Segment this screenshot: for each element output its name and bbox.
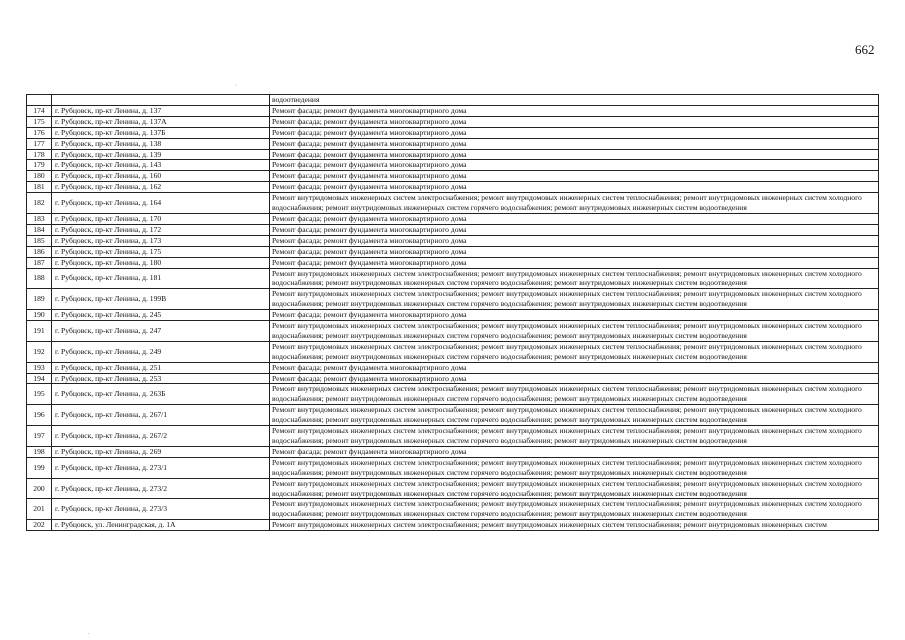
work-types-cell: Ремонт внутридомовых инженерных систем электроснабжения; ремонт внутридомовых инженерных систем теплоснабжения; ремонт внутридомовых инженерных систем холодного водоснабжения; ремонт внутридомовых инженерных систем горячего водоснабжения; ремонт внутридомовых инженерных систем водоотведения [270, 478, 879, 499]
address-cell: г. Рубцовск, пр-кт Ленина, д. 181 [52, 268, 270, 289]
address-cell: г. Рубцовск, пр-кт Ленина, д. 172 [52, 224, 270, 235]
address-cell: г. Рубцовск, ул. Ленинградская, д. 1А [52, 520, 270, 531]
continuation-work-cell: водоотведения [270, 95, 879, 106]
row-number-cell: 189 [27, 289, 52, 310]
row-number-cell: 175 [27, 116, 52, 127]
row-number-cell: 199 [27, 457, 52, 478]
repair-table [26, 94, 879, 531]
table-row [27, 289, 879, 310]
table-row [27, 138, 879, 149]
address-cell: г. Рубцовск, пр-кт Ленина, д. 137А [52, 116, 270, 127]
row-number-cell: 187 [27, 257, 52, 268]
table-row [27, 384, 879, 405]
table-row [27, 499, 879, 520]
table-row [27, 257, 879, 268]
address-cell: г. Рубцовск, пр-кт Ленина, д. 263Б [52, 384, 270, 405]
row-number-cell: 196 [27, 405, 52, 426]
table-row [27, 116, 879, 127]
row-number-cell: 188 [27, 268, 52, 289]
address-cell: г. Рубцовск, пр-кт Ленина, д. 162 [52, 182, 270, 193]
work-types-cell: Ремонт фасада; ремонт фундамента многоквартирного дома [270, 213, 879, 224]
row-number-cell: 190 [27, 310, 52, 321]
work-types-cell: Ремонт внутридомовых инженерных систем электроснабжения; ремонт внутридомовых инженерных систем теплоснабжения; ремонт внутридомовых инженерных систем холодного водоснабжения; ремонт внутридомовых инженерных систем горячего водоснабжения; ремонт внутридомовых инженерных систем водоотведения [270, 384, 879, 405]
row-number-cell: 182 [27, 193, 52, 214]
work-types-cell: Ремонт внутридомовых инженерных систем электроснабжения; ремонт внутридомовых инженерных систем теплоснабжения; ремонт внутридомовых инженерных систем холодного водоснабжения; ремонт внутридомовых инженерных систем горячего водоснабжения; ремонт внутридомовых инженерных систем водоотведения [270, 426, 879, 447]
row-number-cell: 184 [27, 224, 52, 235]
repair-table-container [26, 94, 878, 531]
row-number-cell: 197 [27, 426, 52, 447]
work-types-cell: Ремонт внутридомовых инженерных систем электроснабжения; ремонт внутридомовых инженерных систем теплоснабжения; ремонт внутридомовых инженерных систем [270, 520, 879, 531]
table-row [27, 182, 879, 193]
address-cell: г. Рубцовск, пр-кт Ленина, д. 267/2 [52, 426, 270, 447]
work-types-cell: Ремонт внутридомовых инженерных систем электроснабжения; ремонт внутридомовых инженерных систем теплоснабжения; ремонт внутридомовых инженерных систем холодного водоснабжения; ремонт внутридомовых инженерных систем горячего водоснабжения; ремонт внутридомовых инженерных систем водоотведения [270, 289, 879, 310]
table-row [27, 520, 879, 531]
row-number-cell: 183 [27, 213, 52, 224]
work-types-cell: Ремонт фасада; ремонт фундамента многоквартирного дома [270, 171, 879, 182]
table-row [27, 457, 879, 478]
address-cell: г. Рубцовск, пр-кт Ленина, д. 170 [52, 213, 270, 224]
work-types-cell: Ремонт внутридомовых инженерных систем электроснабжения; ремонт внутридомовых инженерных систем теплоснабжения; ремонт внутридомовых инженерных систем холодного водоснабжения; ремонт внутридомовых инженерных систем горячего водоснабжения; ремонт внутридомовых инженерных систем водоотведения [270, 341, 879, 362]
table-row [27, 268, 879, 289]
work-types-cell: Ремонт внутридомовых инженерных систем электроснабжения; ремонт внутридомовых инженерных систем теплоснабжения; ремонт внутридомовых инженерных систем холодного водоснабжения; ремонт внутридомовых инженерных систем горячего водоснабжения; ремонт внутридомовых инженерных систем водоотведения [270, 321, 879, 342]
work-types-cell: Ремонт фасада; ремонт фундамента многоквартирного дома [270, 105, 879, 116]
table-row [27, 341, 879, 362]
address-cell: г. Рубцовск, пр-кт Ленина, д. 180 [52, 257, 270, 268]
address-cell: г. Рубцовск, пр-кт Ленина, д. 173 [52, 235, 270, 246]
table-row [27, 362, 879, 373]
address-cell: г. Рубцовск, пр-кт Ленина, д. 245 [52, 310, 270, 321]
table-row [27, 171, 879, 182]
row-number-cell: 178 [27, 149, 52, 160]
table-row [27, 149, 879, 160]
row-number-cell: 202 [27, 520, 52, 531]
row-number-cell: 179 [27, 160, 52, 171]
address-cell: г. Рубцовск, пр-кт Ленина, д. 273/3 [52, 499, 270, 520]
row-number-cell: 198 [27, 446, 52, 457]
address-cell: г. Рубцовск, пр-кт Ленина, д. 164 [52, 193, 270, 214]
table-row [27, 405, 879, 426]
work-types-cell: Ремонт фасада; ремонт фундамента многоквартирного дома [270, 446, 879, 457]
address-cell: г. Рубцовск, пр-кт Ленина, д. 143 [52, 160, 270, 171]
row-number-cell: 186 [27, 246, 52, 257]
row-number-cell: 201 [27, 499, 52, 520]
table-row [27, 246, 879, 257]
work-types-cell: Ремонт фасада; ремонт фундамента многоквартирного дома [270, 138, 879, 149]
work-types-cell: Ремонт фасада; ремонт фундамента многоквартирного дома [270, 127, 879, 138]
table-row [27, 235, 879, 246]
table-row [27, 426, 879, 447]
row-number-cell: 176 [27, 127, 52, 138]
address-cell: г. Рубцовск, пр-кт Ленина, д. 139 [52, 149, 270, 160]
address-cell: г. Рубцовск, пр-кт Ленина, д. 251 [52, 362, 270, 373]
work-types-cell: Ремонт фасада; ремонт фундамента многоквартирного дома [270, 373, 879, 384]
row-number-cell: 185 [27, 235, 52, 246]
address-cell: г. Рубцовск, пр-кт Ленина, д. 269 [52, 446, 270, 457]
row-number-cell: 180 [27, 171, 52, 182]
table-row [27, 373, 879, 384]
work-types-cell: Ремонт фасада; ремонт фундамента многоквартирного дома [270, 257, 879, 268]
work-types-cell: Ремонт фасада; ремонт фундамента многоквартирного дома [270, 362, 879, 373]
work-types-cell: Ремонт фасада; ремонт фундамента многоквартирного дома [270, 116, 879, 127]
work-types-cell: Ремонт фасада; ремонт фундамента многоквартирного дома [270, 310, 879, 321]
table-row [27, 213, 879, 224]
work-types-cell: Ремонт фасада; ремонт фундамента многоквартирного дома [270, 160, 879, 171]
scan-dot: . [88, 630, 90, 636]
work-types-cell: Ремонт внутридомовых инженерных систем электроснабжения; ремонт внутридомовых инженерных систем теплоснабжения; ремонт внутридомовых инженерных систем холодного водоснабжения; ремонт внутридомовых инженерных систем горячего водоснабжения; ремонт внутридомовых инженерных систем водоотведения [270, 268, 879, 289]
work-types-cell: Ремонт фасада; ремонт фундамента многоквартирного дома [270, 149, 879, 160]
address-cell: г. Рубцовск, пр-кт Ленина, д. 175 [52, 246, 270, 257]
continuation-row [27, 95, 879, 106]
row-number-cell: 181 [27, 182, 52, 193]
continuation-num-cell [27, 95, 52, 106]
address-cell: г. Рубцовск, пр-кт Ленина, д. 247 [52, 321, 270, 342]
address-cell: г. Рубцовск, пр-кт Ленина, д. 137 [52, 105, 270, 116]
row-number-cell: 194 [27, 373, 52, 384]
table-row [27, 224, 879, 235]
work-types-cell: Ремонт внутридомовых инженерных систем электроснабжения; ремонт внутридомовых инженерных систем теплоснабжения; ремонт внутридомовых инженерных систем холодного водоснабжения; ремонт внутридомовых инженерных систем горячего водоснабжения; ремонт внутридомовых инженерных систем водоотведения [270, 457, 879, 478]
work-types-cell: Ремонт внутридомовых инженерных систем электроснабжения; ремонт внутридомовых инженерных систем теплоснабжения; ремонт внутридомовых инженерных систем холодного водоснабжения; ремонт внутридомовых инженерных систем горячего водоснабжения; ремонт внутридомовых инженерных систем водоотведения [270, 405, 879, 426]
page-number: 662 [855, 42, 875, 57]
row-number-cell: 193 [27, 362, 52, 373]
table-row [27, 105, 879, 116]
row-number-cell: 195 [27, 384, 52, 405]
address-cell: г. Рубцовск, пр-кт Ленина, д. 273/2 [52, 478, 270, 499]
table-row [27, 321, 879, 342]
row-number-cell: 191 [27, 321, 52, 342]
work-types-cell: Ремонт фасада; ремонт фундамента многоквартирного дома [270, 246, 879, 257]
address-cell: г. Рубцовск, пр-кт Ленина, д. 137Б [52, 127, 270, 138]
address-cell: г. Рубцовск, пр-кт Ленина, д. 253 [52, 373, 270, 384]
table-row [27, 193, 879, 214]
row-number-cell: 177 [27, 138, 52, 149]
address-cell: г. Рубцовск, пр-кт Ленина, д. 199В [52, 289, 270, 310]
scan-mark: · [235, 83, 237, 89]
work-types-cell: Ремонт внутридомовых инженерных систем электроснабжения; ремонт внутридомовых инженерных систем теплоснабжения; ремонт внутридомовых инженерных систем холодного водоснабжения; ремонт внутридомовых инженерных систем горячего водоснабжения; ремонт внутридомовых инженерных систем водоотведения [270, 193, 879, 214]
work-types-cell: Ремонт фасада; ремонт фундамента многоквартирного дома [270, 224, 879, 235]
table-row [27, 160, 879, 171]
table-row [27, 310, 879, 321]
work-types-cell: Ремонт фасада; ремонт фундамента многоквартирного дома [270, 182, 879, 193]
continuation-address-cell [52, 95, 270, 106]
table-row [27, 446, 879, 457]
address-cell: г. Рубцовск, пр-кт Ленина, д. 273/1 [52, 457, 270, 478]
address-cell: г. Рубцовск, пр-кт Ленина, д. 267/1 [52, 405, 270, 426]
row-number-cell: 200 [27, 478, 52, 499]
row-number-cell: 174 [27, 105, 52, 116]
address-cell: г. Рубцовск, пр-кт Ленина, д. 160 [52, 171, 270, 182]
address-cell: г. Рубцовск, пр-кт Ленина, д. 249 [52, 341, 270, 362]
table-row [27, 127, 879, 138]
table-row [27, 478, 879, 499]
row-number-cell: 192 [27, 341, 52, 362]
repair-table-body [27, 95, 879, 531]
work-types-cell: Ремонт фасада; ремонт фундамента многоквартирного дома [270, 235, 879, 246]
work-types-cell: Ремонт внутридомовых инженерных систем электроснабжения; ремонт внутридомовых инженерных систем теплоснабжения; ремонт внутридомовых инженерных систем холодного водоснабжения; ремонт внутридомовых инженерных систем горячего водоснабжения; ремонт внутридомовых инженерных систем водоотведения [270, 499, 879, 520]
address-cell: г. Рубцовск, пр-кт Ленина, д. 138 [52, 138, 270, 149]
